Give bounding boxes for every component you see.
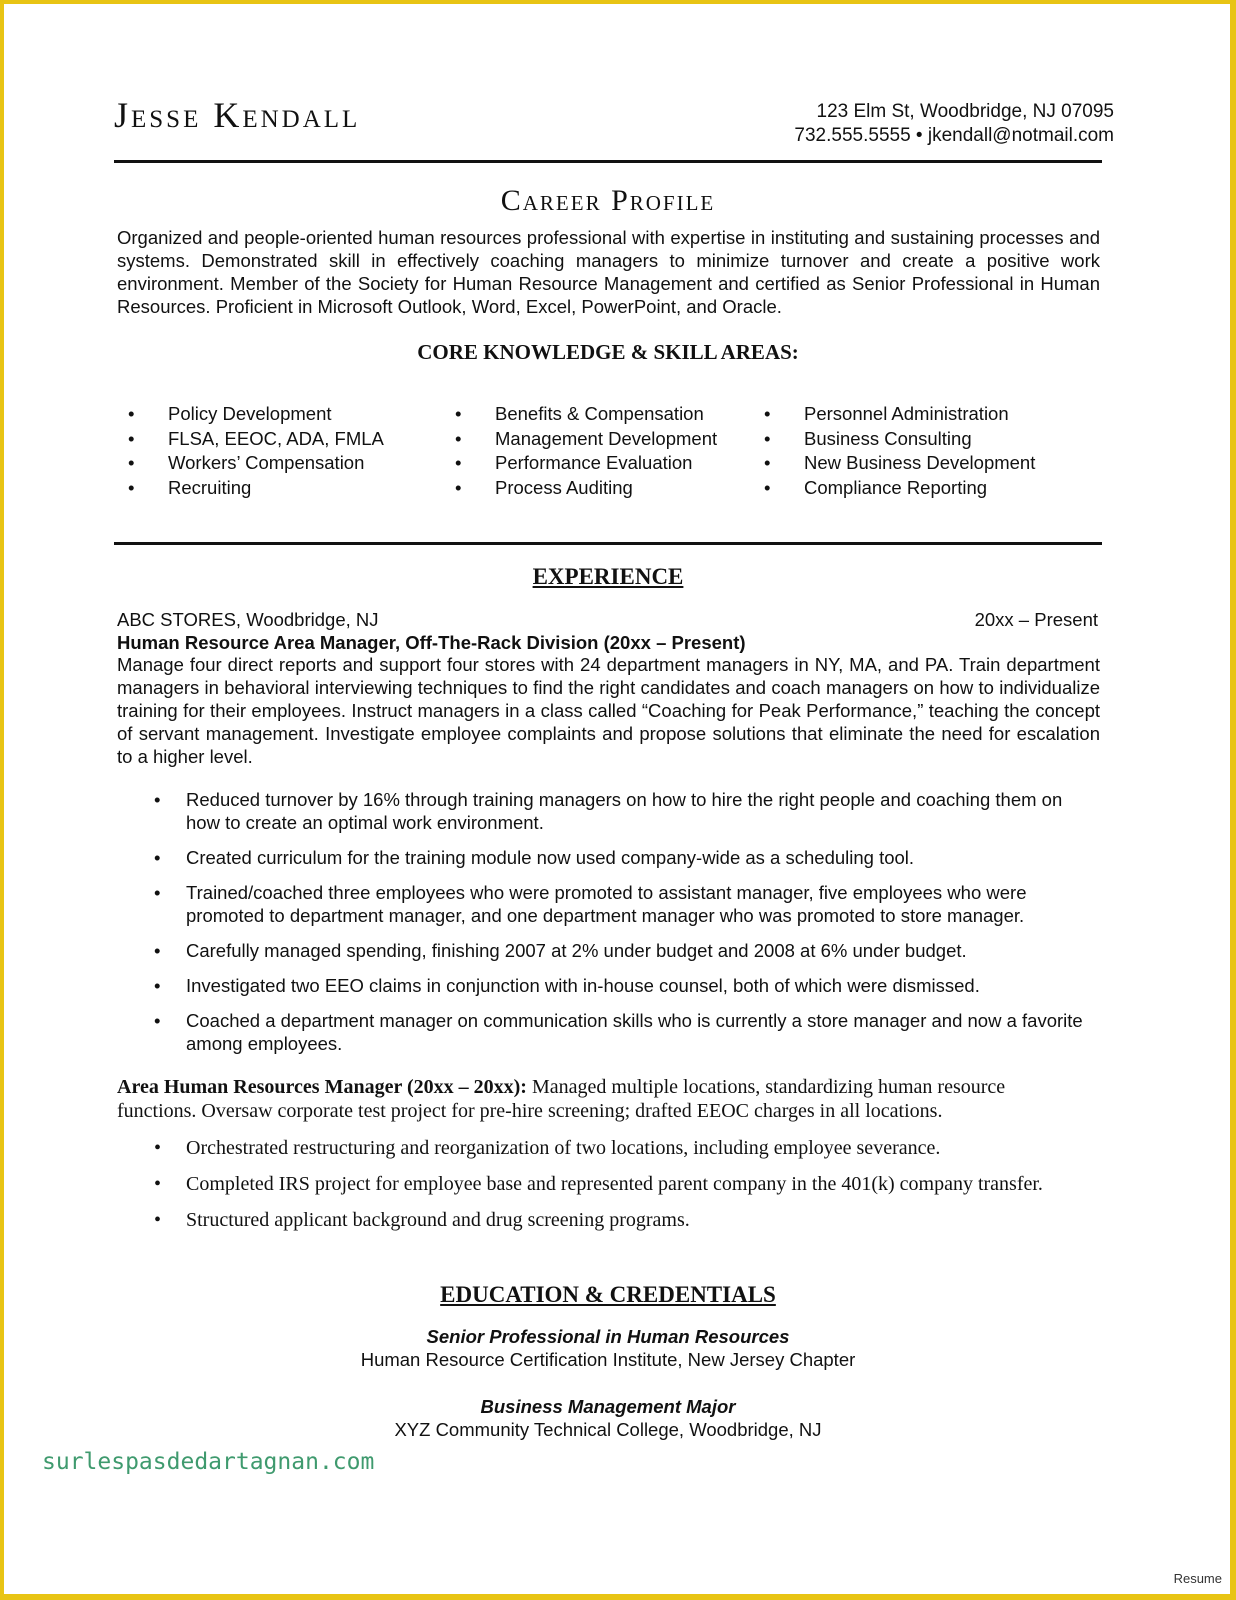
achievement-item: • Coached a department manager on communication skills who is currently a store manager and now a favorite among employees. — [154, 1009, 1084, 1055]
skill-item: • Performance Evaluation — [455, 451, 717, 476]
skills-column-2 — [455, 402, 717, 500]
employer-row — [117, 609, 1100, 631]
skill-item: • Policy Development — [128, 402, 384, 427]
skill-item: • Personnel Administration — [764, 402, 1035, 427]
achievement-item: • Completed IRS project for employee base and represented parent company in the 401(k) company transfer. — [154, 1173, 1084, 1196]
resume-page — [4, 4, 1230, 1594]
credential-institution: XYZ Community Technical College, Woodbridge, NJ — [394, 1419, 822, 1440]
skill-item: • Recruiting — [128, 476, 384, 501]
achievement-item: • Structured applicant background and drug screening programs. — [154, 1209, 1084, 1232]
skills-column-1 — [128, 402, 384, 500]
experience-heading: EXPERIENCE — [532, 564, 684, 589]
achievement-item: • Trained/coached three employees who were promoted to assistant manager, five employees who were promoted to department manager, and one department manager who was promoted to store manager. — [154, 881, 1084, 927]
section-divider — [114, 542, 1102, 545]
watermark-text: surlespasdedartagnan.com — [42, 1449, 375, 1475]
skill-item: • Business Consulting — [764, 427, 1035, 452]
achievement-item: • Reduced turnover by 16% through training managers on how to hire the right people and coaching them on how to create an optimal work environment. — [154, 788, 1084, 834]
phone-email-line: 732.555.5555 • jkendall@notmail.com — [794, 125, 1114, 146]
job2-description: Managed multiple locations, standardizing human resource functions. Oversaw corporate test project for pre-hire screening; drafted EEOC charges in all locations. — [117, 1076, 1006, 1122]
skill-item: • New Business Development — [764, 451, 1035, 476]
job2-title: Area Human Resources Manager (20xx – 20xx): — [117, 1076, 527, 1098]
achievement-item: • Investigated two EEO claims in conjunction with in-house counsel, both of which were dismissed. — [154, 974, 1084, 997]
education-heading: EDUCATION & CREDENTIALS — [440, 1282, 776, 1307]
skill-item: • Process Auditing — [455, 476, 717, 501]
career-profile-heading: Career Profile — [500, 184, 716, 217]
skill-item: • Compliance Reporting — [764, 476, 1035, 501]
applicant-name: Jesse Kendall — [114, 95, 361, 135]
core-skills-heading: CORE KNOWLEDGE & SKILL AREAS: — [417, 340, 799, 364]
achievement-item: • Orchestrated restructuring and reorganization of two locations, including employee severance. — [154, 1137, 1084, 1160]
skill-item: • FLSA, EEOC, ADA, FMLA — [128, 427, 384, 452]
job-title: Human Resource Area Manager, Off-The-Rack Division (20xx – Present) — [117, 632, 746, 653]
achievement-item: • Created curriculum for the training module now used company-wide as a scheduling tool. — [154, 846, 1084, 869]
employment-dates: 20xx – Present — [974, 609, 1098, 630]
skill-item: • Workers’ Compensation — [128, 451, 384, 476]
career-profile-text: Organized and people-oriented human resources professional with expertise in instituting and sustaining processes and systems. Demonstrated skill in effectively coaching managers to minimize turnover and create a positive work environment. Member of the Society for Human Resource Management and certified as Senior Professional in Human Resources. Proficient in Microsoft Outlook, Word, Excel, PowerPoint, and Oracle. — [117, 227, 1100, 317]
achievement-item: • Carefully managed spending, finishing 2007 at 2% under budget and 2008 at 6% under budget. — [154, 939, 1084, 962]
skill-item: • Management Development — [455, 427, 717, 452]
job2-achievements — [154, 1137, 1084, 1245]
credential-title: Business Management Major — [480, 1396, 736, 1417]
header-divider — [114, 160, 1102, 163]
skill-item: • Benefits & Compensation — [455, 402, 717, 427]
category-tag: Resume — [1173, 1571, 1222, 1586]
job1-achievements — [154, 788, 1084, 1067]
credential-title: Senior Professional in Human Resources — [426, 1326, 790, 1347]
contact-block — [794, 100, 1114, 148]
job-description: Manage four direct reports and support four stores with 24 department managers in NY, MA, and PA. Train department managers in behavioral interviewing techniques to find the right candidates and coach managers on how to individualize training for their employees. Instruct managers in a class called “Coaching for Peak Performance,” teaching the concept of servant management. Investigate employee complaints and propose solutions that eliminate the need for escalation to a higher level. — [117, 654, 1100, 767]
skills-column-3 — [764, 402, 1035, 500]
credential-institution: Human Resource Certification Institute, New Jersey Chapter — [360, 1349, 856, 1370]
address-line: 123 Elm St, Woodbridge, NJ 07095 — [816, 101, 1114, 122]
job2-paragraph — [117, 1076, 1077, 1123]
employer-name: ABC STORES, Woodbridge, NJ — [117, 609, 379, 630]
